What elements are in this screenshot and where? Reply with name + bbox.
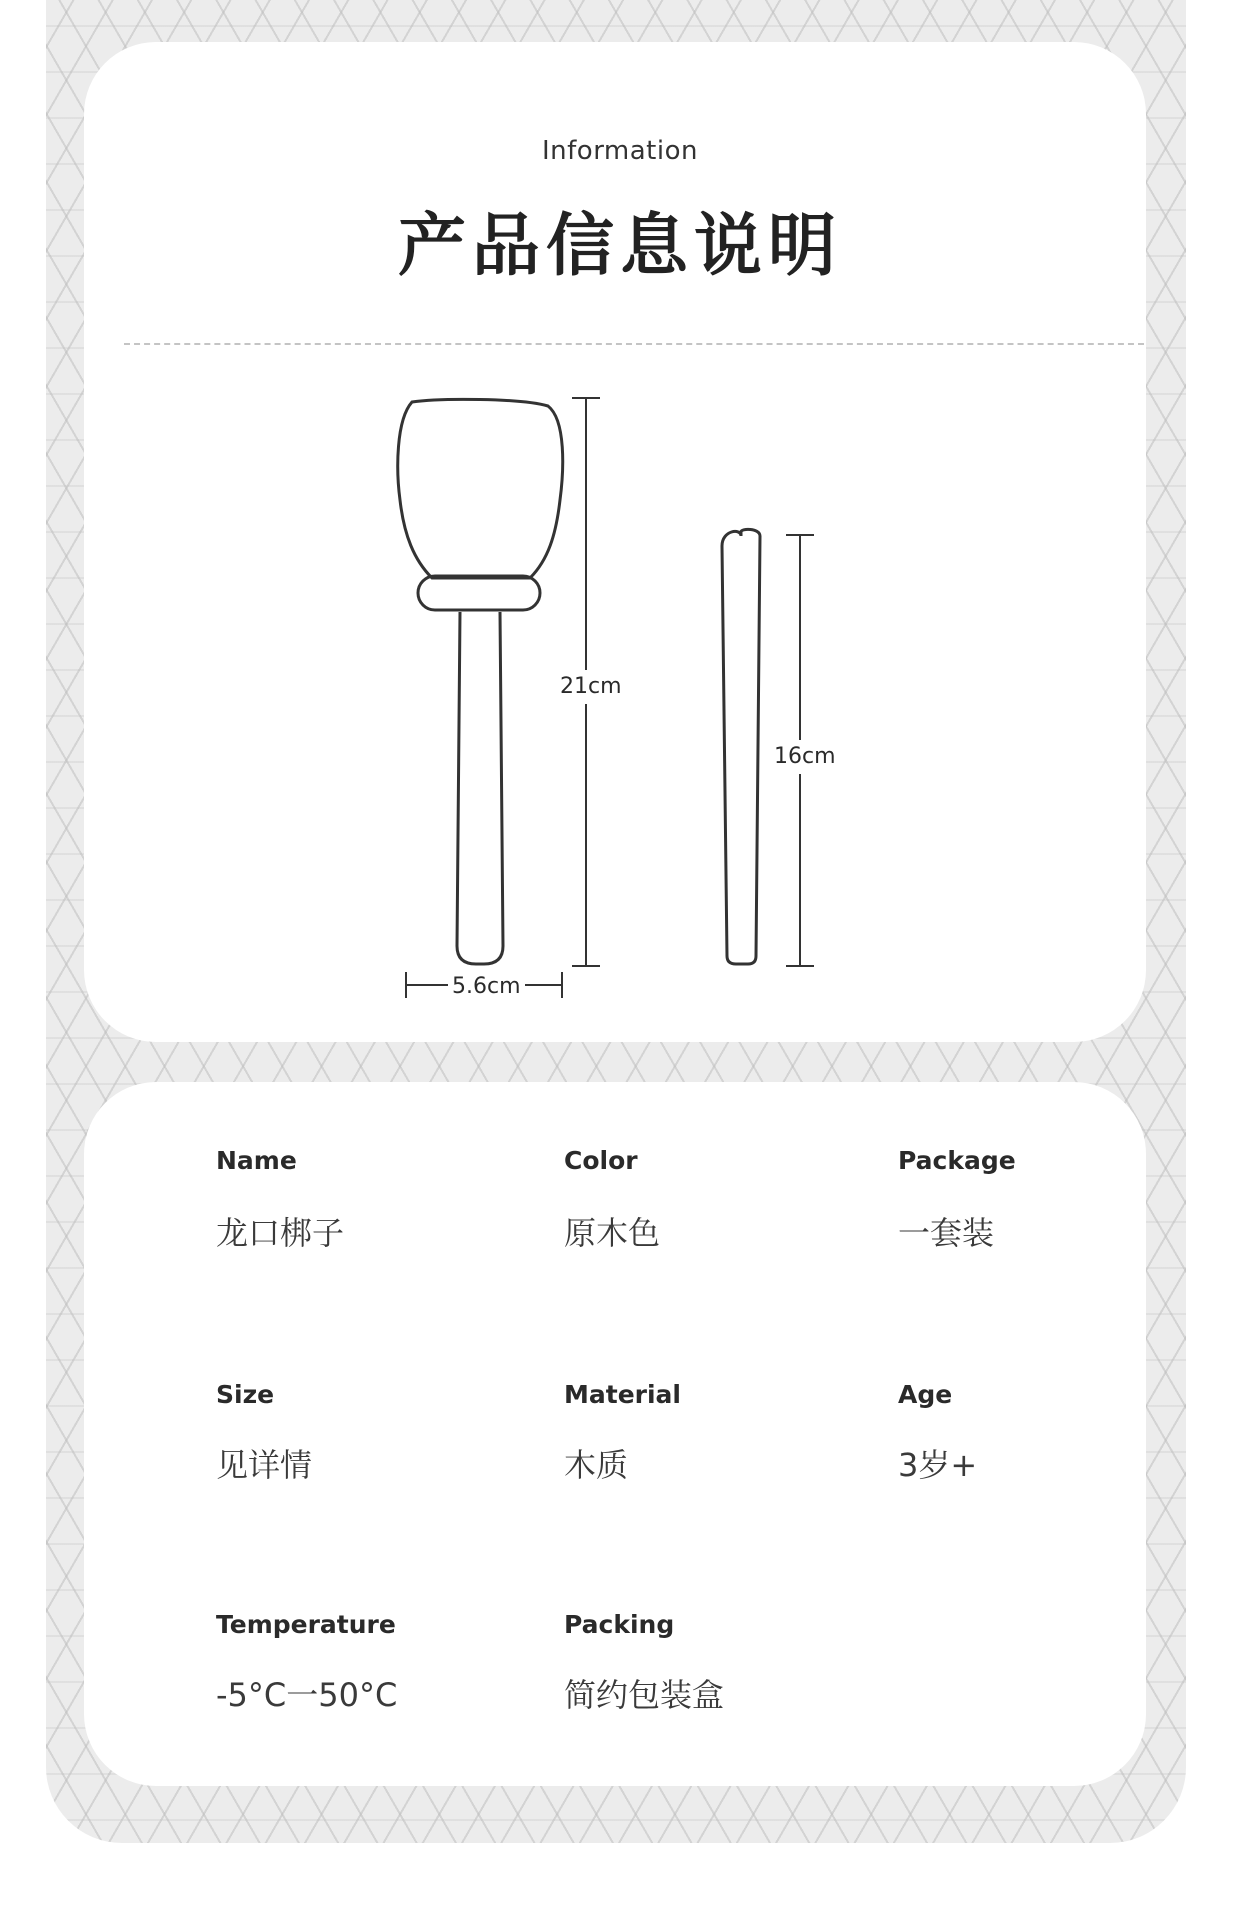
page-title: 产品信息说明 — [397, 206, 842, 286]
dashed-divider — [124, 343, 1144, 345]
section-kicker: Information — [541, 136, 698, 166]
spec-value-package: 一套装 — [898, 1214, 995, 1252]
spec-value-name: 龙口梆子 — [216, 1214, 345, 1252]
mallet-width-label: 5.6cm — [448, 974, 525, 1000]
spec-label-package: Package — [898, 1146, 1016, 1175]
spec-value-temperature: -5°C一50°C — [216, 1676, 398, 1714]
spec-label-size: Size — [216, 1380, 275, 1409]
spec-value-packing: 简约包装盒 — [564, 1676, 725, 1714]
spec-label-age: Age — [898, 1380, 953, 1409]
mallet-height-label: 21cm — [558, 670, 624, 704]
spec-value-color: 原木色 — [564, 1214, 661, 1252]
spec-value-age: 3岁+ — [898, 1446, 978, 1484]
spec-label-packing: Packing — [564, 1610, 675, 1639]
spec-label-color: Color — [564, 1146, 638, 1175]
spec-value-size: 见详情 — [216, 1446, 313, 1484]
spec-label-name: Name — [216, 1146, 297, 1175]
spec-label-material: Material — [564, 1380, 681, 1409]
spec-value-material: 木质 — [564, 1446, 629, 1484]
stick-height-label: 16cm — [772, 740, 838, 774]
spec-label-temperature: Temperature — [216, 1610, 396, 1639]
